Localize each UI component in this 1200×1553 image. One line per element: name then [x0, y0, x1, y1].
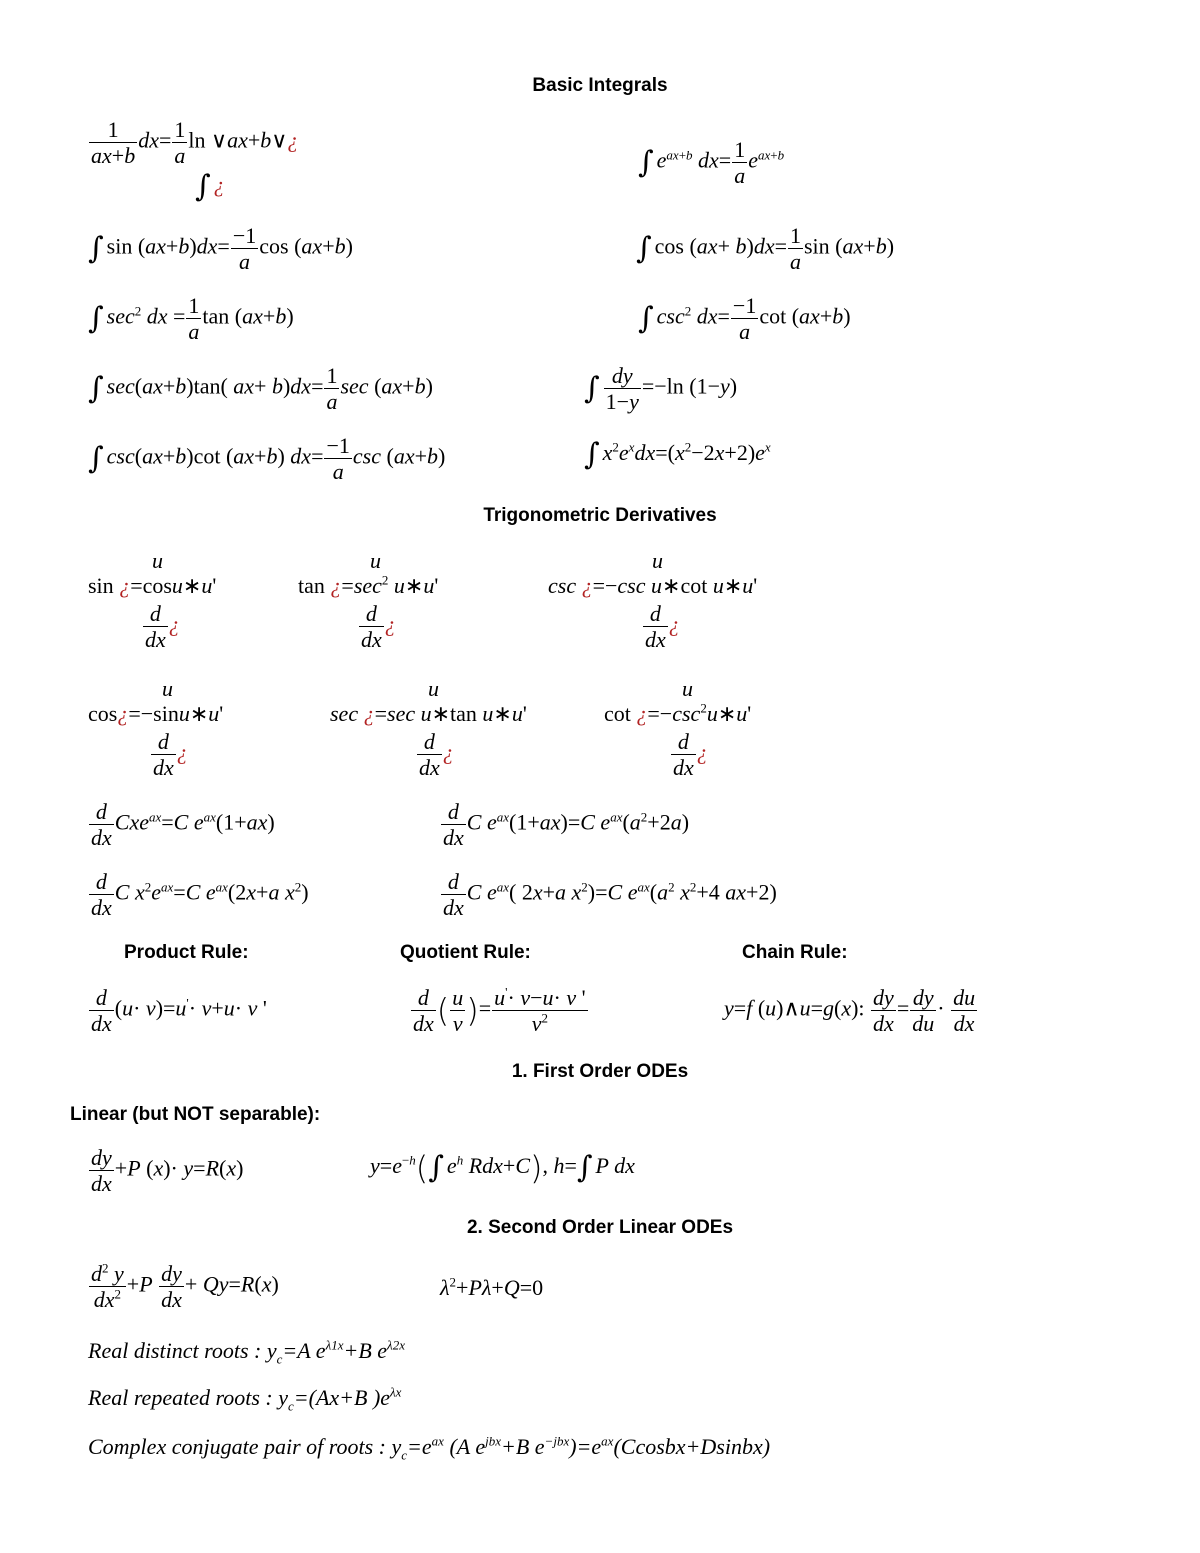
heading-linear: Linear (but NOT separable): [70, 1104, 321, 1125]
characteristic-equation: $\lambda^2+P\lambda+Q=0$ [440, 1274, 544, 1300]
deriv-c-exp-linear: $\frac{d}{dx}$ C $e^{ax}(1+ax)=C$ $e^{ax}(a^2+2a)$ [443, 799, 690, 851]
integral-csc-squared: ∫ $\csc^2 dx=$ $\frac{-1}{a}$ cot (ax+b) [638, 293, 851, 345]
deriv-csc: csc ¿=−csc u∗cot u∗u' [548, 573, 758, 598]
integral-dy-over-one-minus-y: ∫ $\frac{dy}{1-y}$ =−ln (1−y) [584, 363, 738, 415]
real-distinct-label: Real distinct roots : [88, 1338, 262, 1363]
deriv-cot-ddx: $\frac{d}{dx}$ ¿ [673, 729, 708, 781]
heading-first-order: 1. First Order ODEs [511, 1061, 689, 1082]
integral-x-squared-exp: ∫ $x^2e^xdx=(x^2-2x+2)e^x$ [584, 437, 771, 472]
deriv-c-exp-quadratic: $\frac{d}{dx}$ C $e^{ax}$( 2x+a $x^2)=C$ $e^{ax}(a^2$ $x^2+4$ ax+2) [443, 869, 777, 921]
integral-reciprocal-linear: $\frac{1}{ax+b}$ dx= $\frac{1}{a}$ ln ∨ax+b∨¿ [91, 117, 299, 169]
integral-exponential: ∫ $e^{ax+b}$ dx= $\frac{1}{a}$ $e^{ax+b}$ [638, 137, 785, 189]
heading-product-rule: Product Rule: [124, 942, 249, 963]
deriv-sec: sec ¿=sec u∗tan u∗u' [330, 701, 527, 726]
integral-csc-cot: ∫ csc(ax+b)cot (ax+b) dx= $\frac{-1}{a}$ csc (ax+b) [88, 433, 446, 485]
deriv-sin: sin ¿=cosu∗u' [88, 573, 217, 598]
deriv-cot: $\cot ¿=-\csc^2u∗u'$ [604, 700, 752, 726]
integral-sec-squared: ∫ $\sec^2$ dx = $\frac{1}{a}$ tan (ax+b) [88, 293, 294, 345]
real-distinct-roots: Real distinct roots : $y_c=A$ $e^{\lambda 1x}+B$ $e^{\lambda 2x}$ [88, 1337, 405, 1367]
heading-basic-integrals: Basic Integrals [532, 75, 668, 96]
real-repeated-roots: Real repeated roots : $y_c=(Ax+B$ )$e^{\lambda x}$ [88, 1384, 402, 1414]
deriv-cx-exp: $\frac{d}{dx}$ Cxe$^{ax}$=C $e^{ax}(1+ax)$ [91, 799, 275, 851]
heading-trig-derivatives: Trigonometric Derivatives [483, 505, 717, 526]
quotient-rule-formula: $\frac{d}{dx}$ ( $\frac{u}{v}$ )= $\frac{u'\cdot v-u\cdot v '}{v^2}$ [413, 984, 586, 1037]
integral-reciprocal-linear-sign: ∫ ¿ [195, 169, 225, 204]
integral-sec-tan: ∫ sec(ax+b)tan( ax+ b)dx= $\frac{1}{a}$ sec (ax+b) [88, 363, 433, 415]
chain-rule-formula: y=f (u)∧u=g(x): $\frac{dy}{dx}$ = $\frac{dy}{du}$ · $\frac{du}{dx}$ [724, 985, 976, 1037]
deriv-sec-ddx: $\frac{d}{dx}$ ¿ [419, 729, 454, 781]
deriv-sin-ddx: $\frac{d}{dx}$ ¿ [145, 601, 180, 653]
deriv-tan-u: u [370, 548, 381, 573]
deriv-tan-ddx: $\frac{d}{dx}$ ¿ [361, 601, 396, 653]
linear-ode-solution: $y=e^{-h}(\int$ $e^h$ Rdx+C), h=∫ P dx [370, 1149, 635, 1187]
deriv-cot-u: u [682, 676, 693, 701]
deriv-sin-u: u [152, 548, 163, 573]
heading-quotient-rule: Quotient Rule: [400, 942, 531, 963]
deriv-cos-ddx: $\frac{d}{dx}$ ¿ [153, 729, 188, 781]
real-repeated-label: Real repeated roots : [88, 1385, 273, 1410]
integral-sin: ∫ sin (ax+b)dx= $\frac{-1}{a}$ cos (ax+b) [88, 223, 353, 275]
heading-chain-rule: Chain Rule: [742, 942, 848, 963]
integral-cos: ∫ cos (ax+ b)dx= $\frac{1}{a}$ sin (ax+b) [636, 223, 895, 275]
deriv-csc-u: u [652, 548, 663, 573]
deriv-cx2-exp: $\frac{d}{dx}$ C $x^2e^{ax}=C$ $e^{ax}(2x+a$ $x^2$) [91, 869, 309, 921]
product-rule-formula: $\frac{d}{dx}$ (u· v)=u'· v+u· v ' [91, 985, 267, 1037]
complex-roots: Complex conjugate pair of roots : $y_c=e^{ax}$ (A $e^{jbx}+B$ $e^{-jbx})=e^{ax}(Ccosbx+Dsinbx)$ [88, 1433, 771, 1463]
deriv-tan: $\tan ¿=\sec^2$ u∗u' [298, 572, 439, 598]
deriv-cos-u: u [162, 676, 173, 701]
heading-second-order: 2. Second Order Linear ODEs [466, 1217, 734, 1238]
deriv-csc-ddx: $\frac{d}{dx}$ ¿ [645, 601, 680, 653]
deriv-sec-u: u [428, 676, 439, 701]
complex-label: Complex conjugate pair of roots : [88, 1434, 386, 1459]
second-order-form: $\frac{d^2 y}{dx^2}$ +P $\frac{dy}{dx}$ + Qy=R(x) [91, 1260, 279, 1313]
deriv-cos: cos¿=−sinu∗u' [88, 701, 224, 726]
linear-ode-form: $\frac{dy}{dx}$ +P (x)· y=R(x) [91, 1145, 244, 1197]
